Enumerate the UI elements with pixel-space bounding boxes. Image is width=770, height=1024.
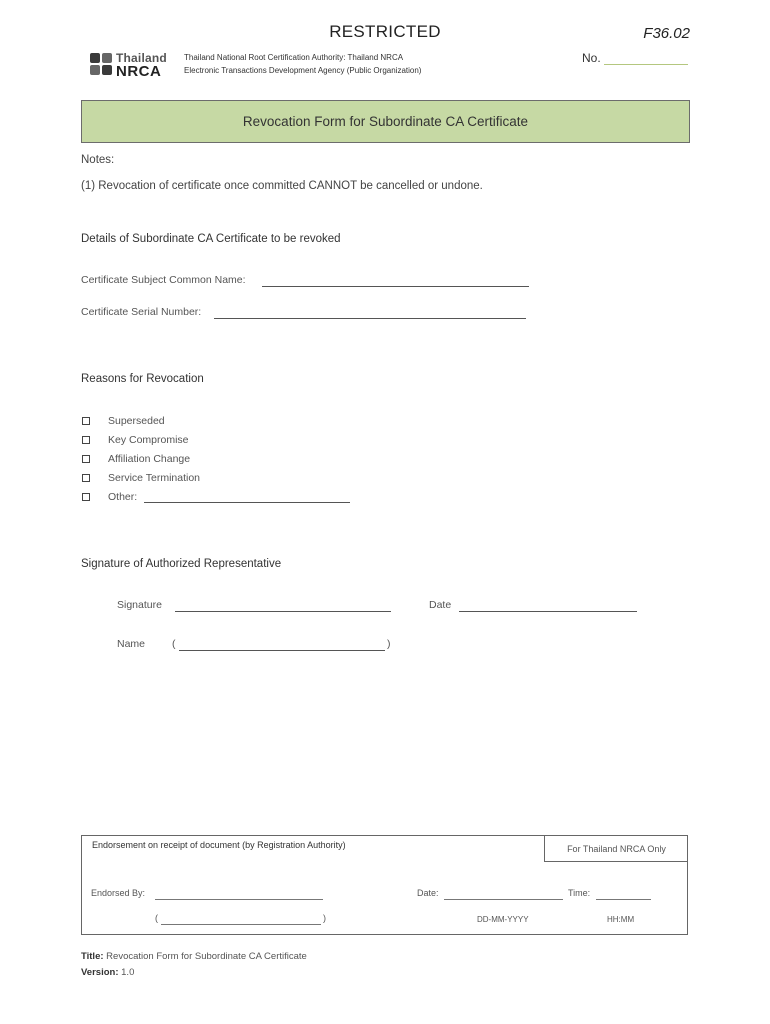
form-title-text: Revocation Form for Subordinate CA Certificate: [242, 114, 529, 129]
endorsed-by-field[interactable]: [155, 899, 323, 900]
endorsed-by-label: Endorsed By:: [91, 888, 146, 898]
nrca-logo: [90, 51, 174, 81]
details-heading: Details of Subordinate CA Certificate to be revoked: [81, 233, 341, 245]
footer-title: [81, 951, 307, 962]
endorsement-time-field[interactable]: [596, 899, 651, 900]
endorsement-time-label: Time:: [568, 888, 591, 898]
name-close-paren: ): [387, 638, 391, 650]
signature-label: Signature: [117, 599, 162, 611]
checkbox-other[interactable]: [82, 493, 90, 501]
endorsement-title: Endorsement on receipt of document (by Registration Authority): [92, 840, 346, 850]
nrca-only-text: For Thailand NRCA Only: [567, 843, 666, 854]
serial-number-label: Certificate Serial Number:: [81, 306, 202, 318]
org-name-line1: Thailand National Root Certification Authority: Thailand NRCA: [184, 53, 404, 62]
logo-grid-icon: [90, 53, 114, 77]
signature-heading: Signature of Authorized Representative: [81, 558, 282, 570]
form-code: F36.02: [643, 25, 690, 42]
reasons-heading: Reasons for Revocation: [81, 373, 204, 385]
note-item-1: (1) Revocation of certificate once committed CANNOT be cancelled or undone.: [81, 180, 483, 192]
endorser-close-paren: ): [323, 913, 326, 923]
checkbox-service-termination[interactable]: [82, 474, 90, 482]
common-name-label: Certificate Subject Common Name:: [81, 274, 246, 286]
reason-superseded-label: Superseded: [108, 415, 165, 427]
number-label: No.: [582, 51, 601, 65]
name-field[interactable]: [179, 650, 385, 651]
logo-text-nrca: NRCA: [116, 63, 162, 80]
reason-other-label: Other:: [108, 491, 138, 503]
form-title: [81, 100, 690, 143]
time-format-hint: HH:MM: [607, 915, 635, 924]
checkbox-superseded[interactable]: [82, 417, 90, 425]
reason-key-compromise-label: Key Compromise: [108, 434, 189, 446]
checkbox-affiliation-change[interactable]: [82, 455, 90, 463]
notes-label: Notes:: [81, 154, 115, 166]
name-open-paren: (: [172, 638, 176, 650]
date-format-hint: DD-MM-YYYY: [477, 915, 529, 924]
signature-field[interactable]: [175, 611, 391, 612]
signature-date-label: Date: [429, 599, 452, 611]
logo-text-thailand: Thailand: [116, 51, 167, 65]
restricted-label: RESTRICTED: [329, 22, 441, 41]
endorser-open-paren: (: [155, 913, 158, 923]
org-name-line2: Electronic Transactions Development Agency (Public Organization): [184, 66, 422, 75]
number-field[interactable]: [604, 64, 688, 65]
name-label: Name: [117, 638, 146, 650]
footer-version-value: 1.0: [121, 967, 135, 978]
footer-version-label: Version:: [81, 967, 119, 978]
reason-affiliation-change-label: Affiliation Change: [108, 453, 191, 465]
endorsement-date-label: Date:: [417, 888, 439, 898]
reason-other-field[interactable]: [144, 502, 350, 503]
nrca-only-label: [544, 836, 688, 862]
footer-title-value: Revocation Form for Subordinate CA Certificate: [106, 951, 307, 962]
common-name-field[interactable]: [262, 286, 529, 287]
checkbox-key-compromise[interactable]: [82, 436, 90, 444]
endorser-name-field[interactable]: [161, 924, 321, 925]
footer-title-label: Title:: [81, 951, 104, 962]
footer-version: [81, 967, 134, 978]
signature-date-field[interactable]: [459, 611, 637, 612]
serial-number-field[interactable]: [214, 318, 526, 319]
endorsement-date-field[interactable]: [444, 899, 563, 900]
reason-service-termination-label: Service Termination: [108, 472, 201, 484]
